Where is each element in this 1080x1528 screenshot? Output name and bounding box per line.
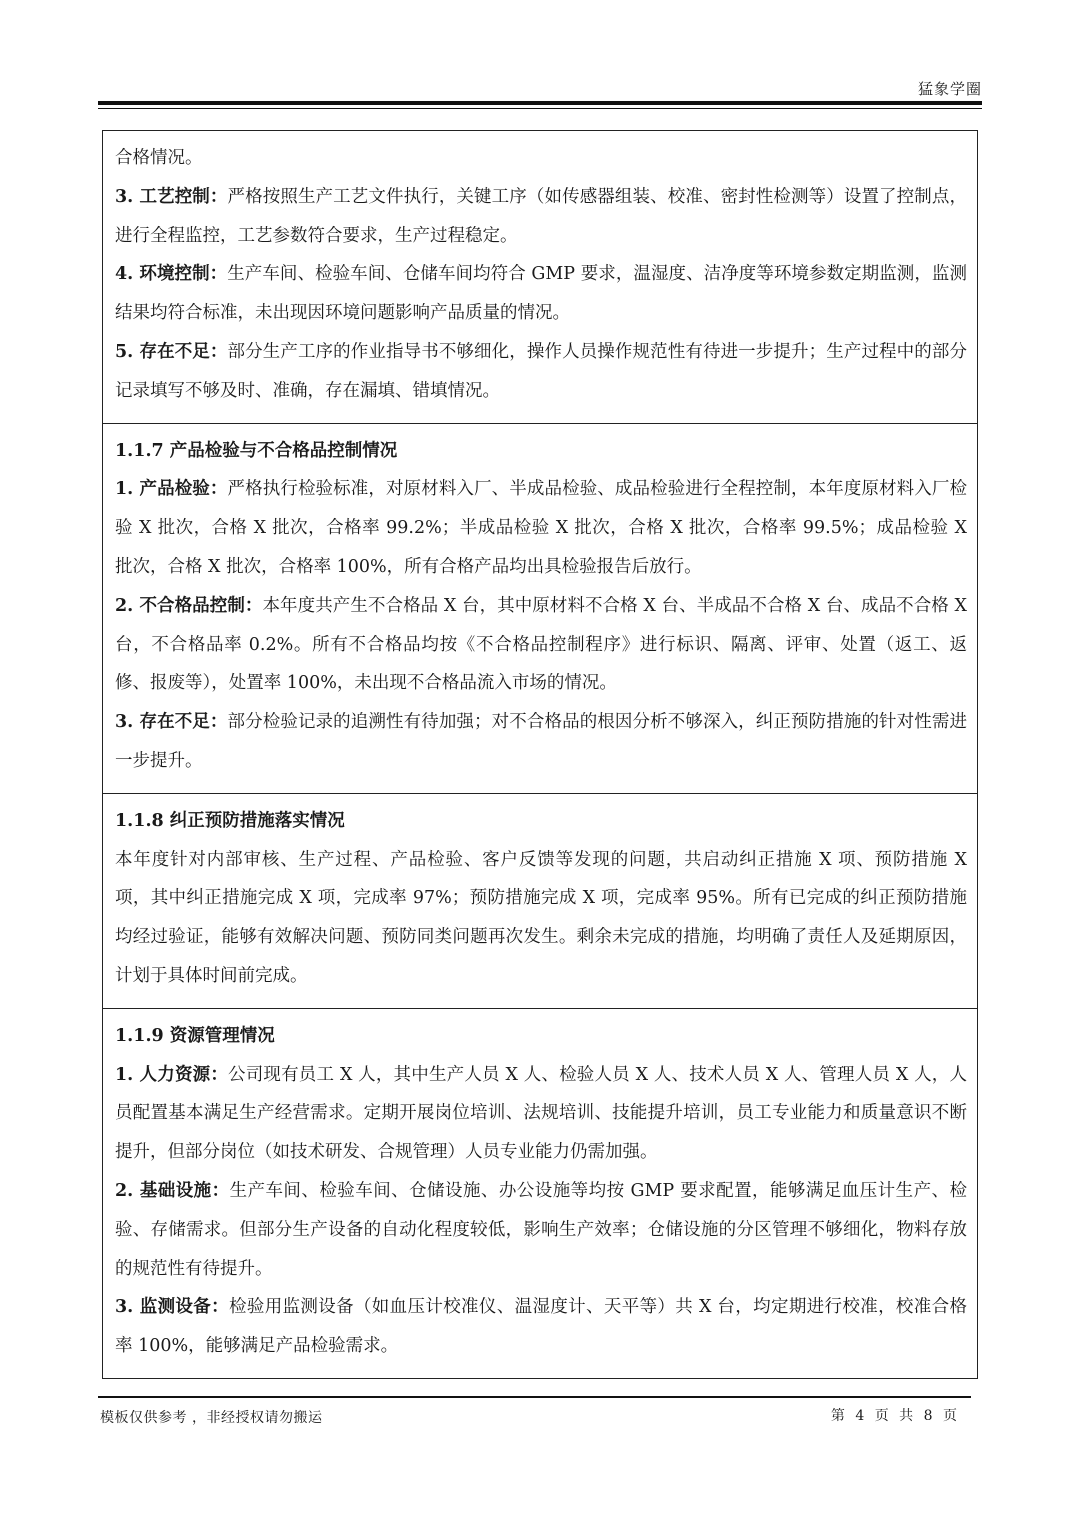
footer-rule [98,1396,971,1398]
paragraph-text: 生产车间、检验车间、仓储设施、办公设施等均按 GMP 要求配置，能够满足血压计生产、检验、存储需求。但部分生产设备的自动化程度较低，影响生产效率；仓储设施的分区管理不够细化，物料存放的规范性有待提升。 [115,1180,967,1279]
paragraph [115,1056,967,1172]
paragraph [115,470,967,586]
paragraph-text: 本年度共产生不合格品 X 台，其中原材料不合格 X 台、半成品不合格 X 台、成品不合格 X 台，不合格品率 0.2%。所有不合格品均按《不合格品控制程序》进行标识、隔离、评审、处置（返工、返修、报废等），处置率 100%，未出现不合格品流入市场的情况。 [115,595,967,694]
table-cell-inspection [103,424,977,794]
paragraph [115,1172,967,1288]
paragraph-lead: 3. 存在不足： [115,712,228,733]
paragraph-lead: 1. 产品检验： [115,479,228,500]
paragraph-lead: 4. 环境控制： [115,264,228,285]
paragraph-text: 合格情况。 [115,148,203,168]
footer-disclaimer: 模板仅供参考 ，非经授权请勿搬运 [100,1410,323,1426]
table-cell-capa [103,794,977,1009]
header-rule-thick [98,101,982,105]
paragraph [115,139,967,178]
paragraph-lead: 3. 工艺控制： [115,186,228,207]
paragraph-text: 本年度针对内部审核、生产过程、产品检验、客户反馈等发现的问题，共启动纠正措施 X 项、预防措施 X 项，其中纠正措施完成 X 项，完成率 97%；预防措施完成 X 项，完成率 95%。所有已完成的纠正预防措施均经过验证，能够有效解决问题、预防同类问题再次发生。剩余未完成的措施，均明确了责任人及延期原因，计划于具体时间前完成。 [115,849,967,986]
paragraph-text: 生产车间、检验车间、仓储车间均符合 GMP 要求，温湿度、洁净度等环境参数定期监测，监测结果均符合标准，未出现因环境问题影响产品质量的情况。 [115,264,967,324]
paragraph-text: 检验用监测设备（如血压计校准仪、温湿度计、天平等）共 X 台，均定期进行校准，校准合格率 100%，能够满足产品检验需求。 [115,1297,967,1357]
paragraph-text: 部分生产工序的作业指导书不够细化，操作人员操作规范性有待进一步提升；生产过程中的部分记录填写不够及时、准确，存在漏填、错填情况。 [115,341,967,401]
paragraph-lead: 5. 存在不足： [115,341,228,362]
paragraph-text: 严格执行检验标准，对原材料入厂、半成品检验、成品检验进行全程控制，本年度原材料入厂检验 X 批次，合格 X 批次，合格率 99.2%；半成品检验 X 批次，合格 X 批次，合格率 99.5%；成品检验 X 批次，合格 X 批次，合格率 100%，所有合格产品均出具检验报告后放行。 [115,479,967,577]
paragraph [115,333,967,411]
section-heading: 1.1.7 产品检验与不合格品控制情况 [115,440,398,461]
table-cell-resources [103,1009,977,1378]
paragraph [115,587,967,703]
paragraph-text: 公司现有员工 X 人，其中生产人员 X 人、检验人员 X 人、技术人员 X 人、管理人员 X 人，人员配置基本满足生产经营需求。定期开展岗位培训、法规培训、技能提升培训，员工专业能力和质量意识不断提升，但部分岗位（如技术研发、合规管理）人员专业能力仍需加强。 [115,1064,967,1163]
header-rule-thin [98,108,982,109]
table-cell-production-control [103,131,977,424]
header-brand: 猛象学圈 [917,80,982,98]
section-heading: 1.1.8 纠正预防措施落实情况 [115,810,345,831]
paragraph [115,255,967,333]
report-table [102,130,978,1379]
paragraph [115,178,967,256]
paragraph [115,1288,967,1366]
paragraph-lead: 1. 人力资源： [115,1064,229,1085]
paragraph-text: 部分检验记录的追溯性有待加强；对不合格品的根因分析不够深入，纠正预防措施的针对性需进一步提升。 [115,712,967,771]
paragraph-lead: 2. 基础设施： [115,1180,230,1201]
paragraph-text: 严格按照生产工艺文件执行，关键工序（如传感器组装、校准、密封性检测等）设置了控制点，进行全程监控，工艺参数符合要求，生产过程稳定。 [115,186,967,246]
paragraph [115,841,967,996]
section-heading: 1.1.9 资源管理情况 [115,1025,275,1046]
paragraph [115,703,967,781]
paragraph-lead: 2. 不合格品控制： [115,595,263,616]
paragraph-lead: 3. 监测设备： [115,1297,229,1318]
footer-page-number: 第 4 页 共 8 页 [830,1408,960,1424]
